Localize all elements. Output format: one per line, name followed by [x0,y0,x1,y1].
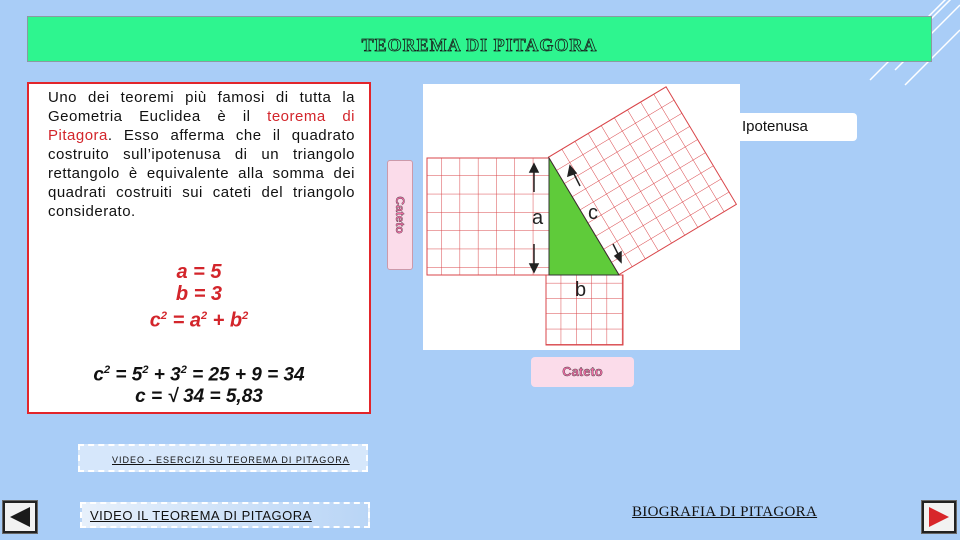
biography-link[interactable]: BIOGRAFIA DI PITAGORA [632,504,818,520]
video-exercises-link[interactable]: VIDEO - ESERCIZI SU TEOREMA DI PITAGORA [78,444,368,472]
b-value: b = 3 [175,283,223,305]
video-theorem-link[interactable]: VIDEO IL TEOREMA DI PITAGORA [80,502,370,528]
calculation-line-2: c = √ 34 = 5,83 [135,386,263,408]
label-b: b [575,279,587,301]
square-on-a [427,158,549,275]
theorem-description [48,88,355,221]
description-part-2: . Esso afferma che il quadrato costruito sull’ipotenusa di un triangolo rettangolo è equivalente alla somma dei quadrati costruiti sui cateti del triangolo considerato. [48,127,355,220]
title-bar [27,16,932,62]
pythagorean-formula: $c^2 = a^2 + b^2$ [149,309,249,332]
pythagoras-diagram [423,84,740,350]
page-title: TEOREMA DI PITAGORA [361,35,598,55]
a-value: a = 5 [176,261,222,283]
description-part-1: Uno dei teoremi più famosi di tutta la Geometria Euclidea è il [48,89,355,125]
previous-slide-button[interactable] [2,500,38,534]
arrow-left-icon [3,501,37,533]
theorem-name-highlight: teorema di Pitagora [48,108,356,144]
calculation [29,359,369,408]
hypotenuse-callout: Ipotenusa [732,113,857,141]
given-values [29,261,369,332]
next-slide-button[interactable] [921,500,957,534]
calculation-line-1: $c^2 = 5^2 + 3^2 = 25 + 9 = 34$ [93,364,305,386]
label-a: a [532,207,544,229]
label-c: c [588,202,598,224]
theorem-text-box [27,82,371,414]
leg-callout-vertical [387,160,413,270]
pythagoras-figure [423,84,740,350]
leg-callout-bottom: Cateto [531,357,634,387]
arrow-right-icon [922,501,956,533]
leg-callout-vertical-label: Cateto [393,196,407,234]
